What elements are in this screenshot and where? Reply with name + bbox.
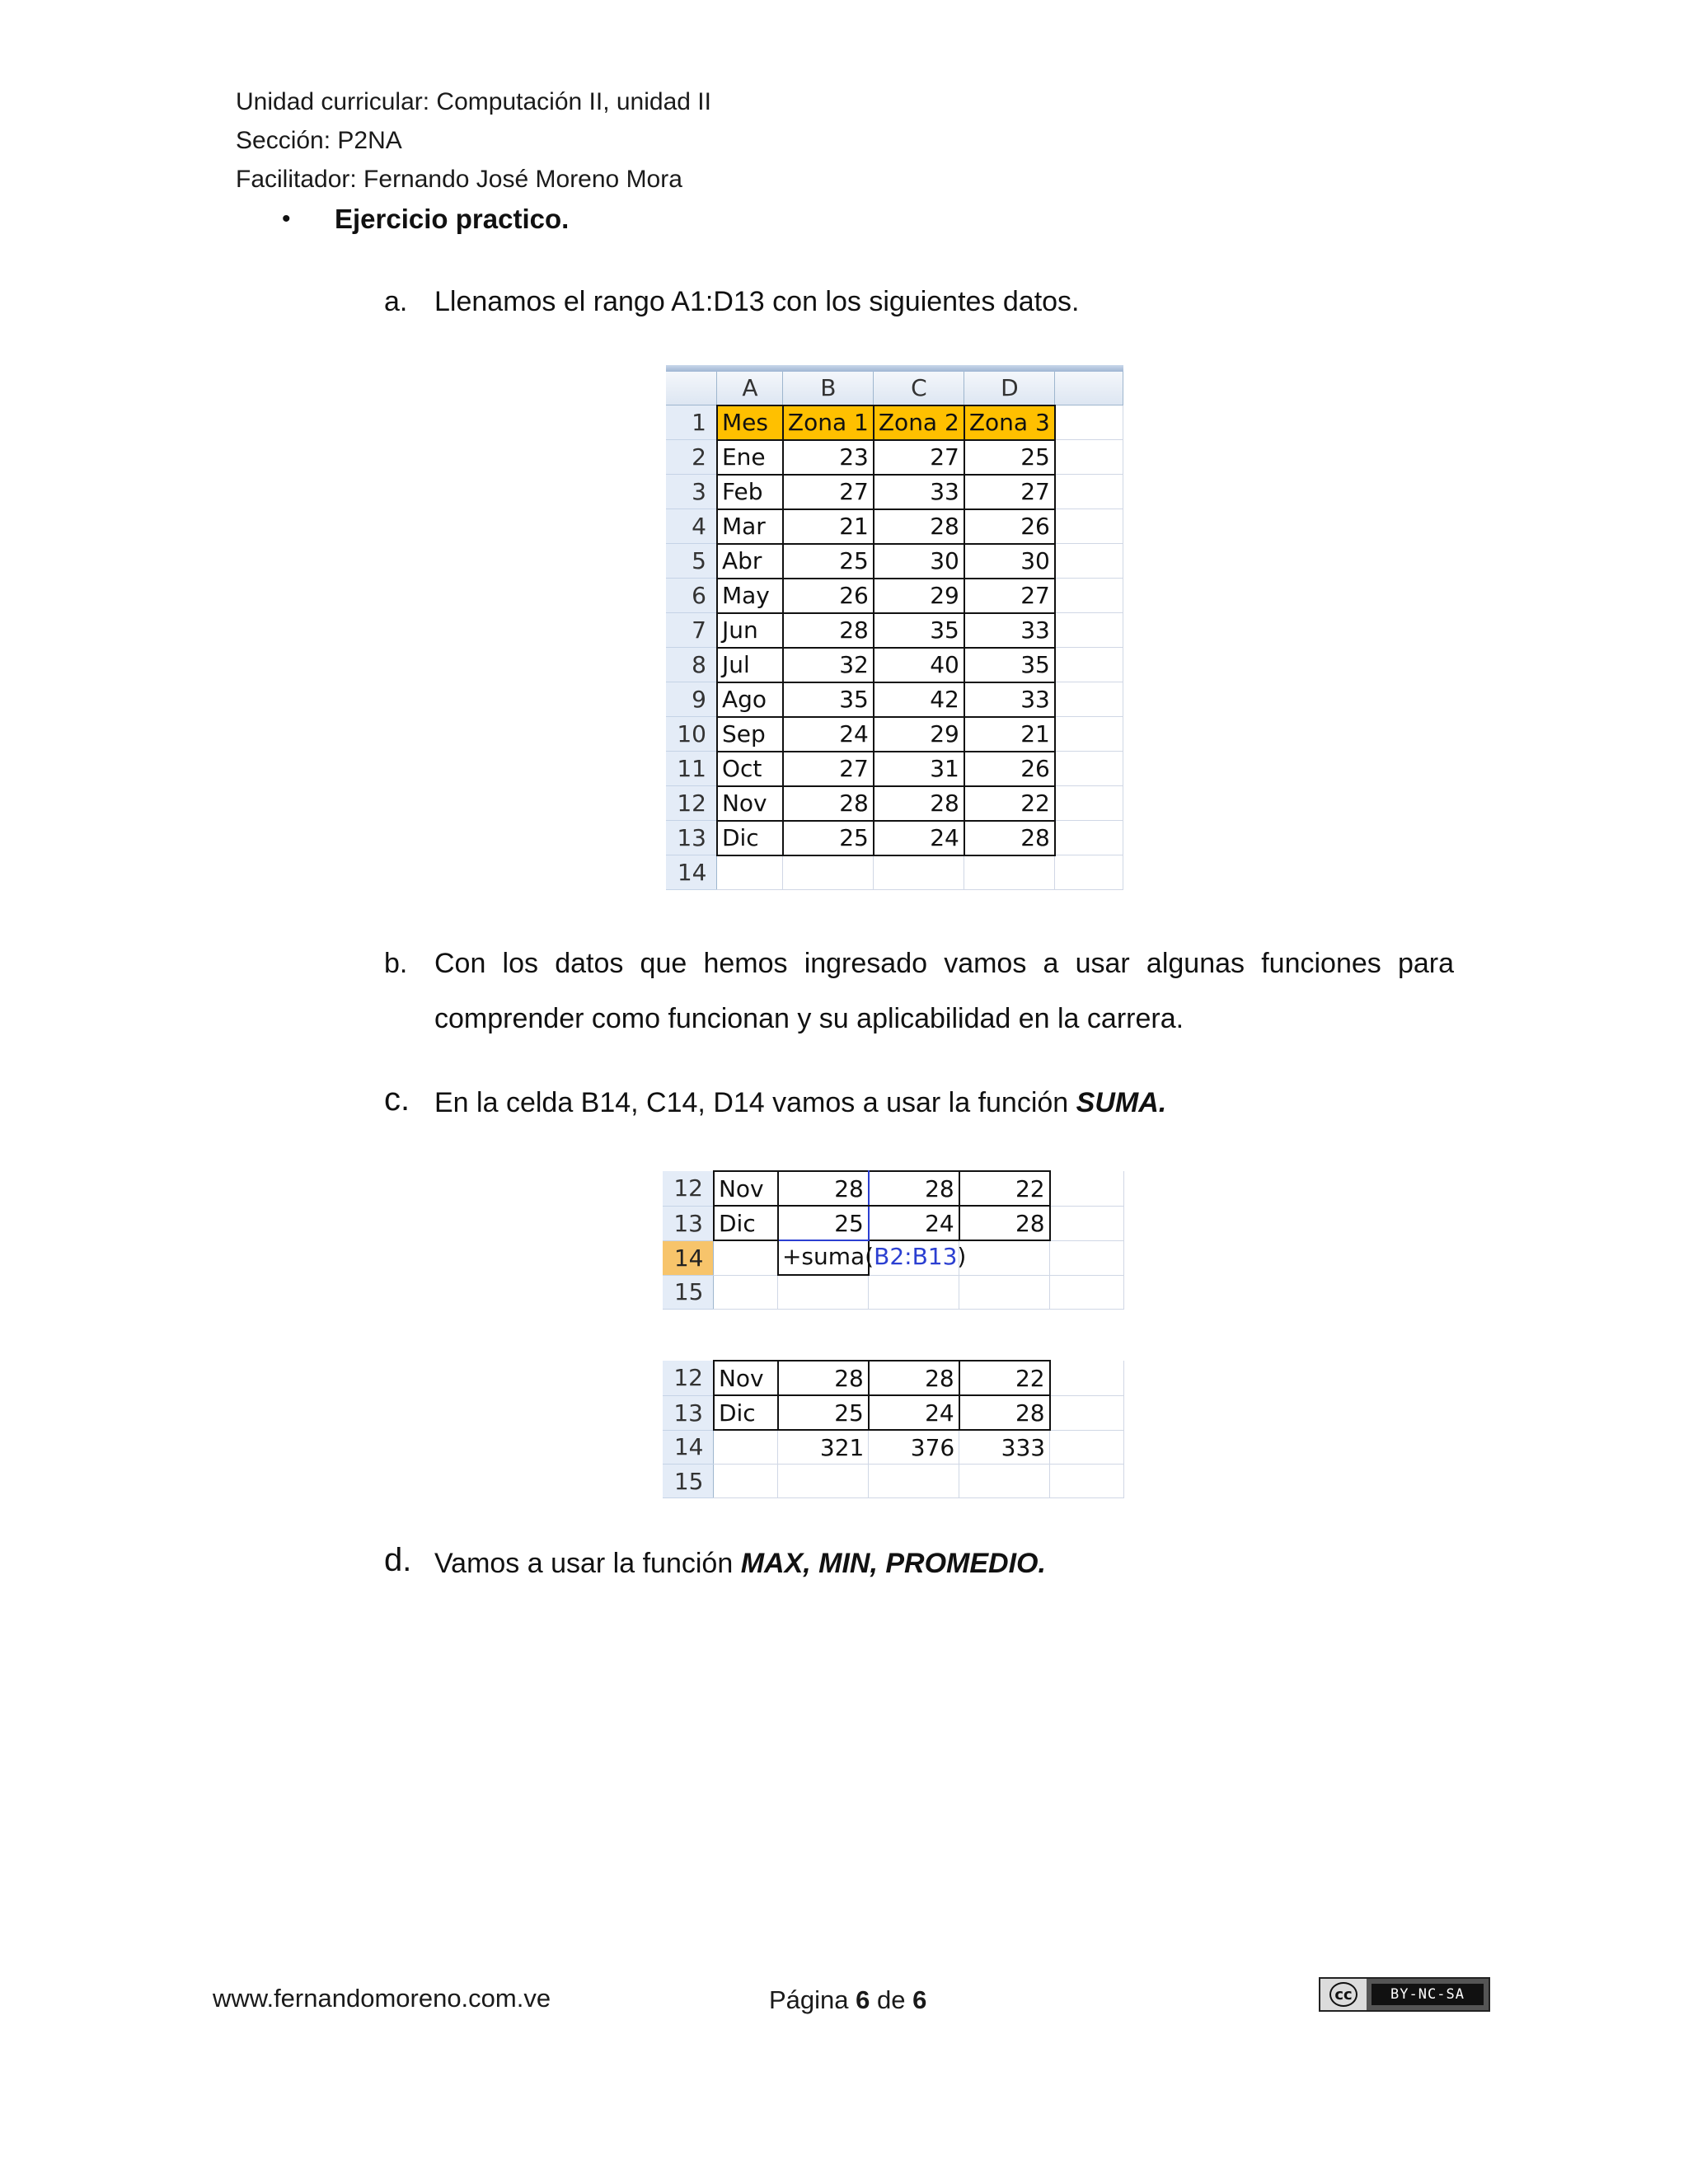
value-cell: 26	[964, 509, 1055, 544]
header-facilitator: Facilitador: Fernando José Moreno Mora	[236, 166, 682, 193]
month-cell: Dic	[717, 821, 783, 855]
item-b-text-line2: comprender como funcionan y su aplicabilidad en la carrera.	[434, 1003, 1184, 1034]
row-header: 14	[666, 855, 717, 890]
empty-cell	[1055, 405, 1123, 440]
empty-cell	[1050, 1171, 1124, 1206]
value-cell: 23	[783, 440, 874, 475]
row-header: 12	[663, 1361, 714, 1395]
row-header: 8	[666, 648, 717, 682]
cc-logo-text: cc	[1329, 1982, 1357, 2007]
row-header: 3	[666, 475, 717, 509]
footer-page-number	[769, 1985, 926, 2015]
value-cell: 35	[874, 613, 964, 648]
empty-cell	[874, 855, 964, 890]
empty-cell	[1055, 544, 1123, 579]
row-header: 6	[666, 579, 717, 613]
table-row	[663, 1206, 1124, 1240]
row-header: 15	[663, 1465, 714, 1498]
bullet-icon: •	[282, 205, 291, 232]
value-cell: 28	[869, 1171, 959, 1206]
empty-cell	[959, 1240, 1050, 1275]
value-cell: 35	[964, 648, 1055, 682]
item-d-text	[434, 1547, 1046, 1580]
header-section: Sección: P2NA	[236, 127, 402, 154]
empty-cell	[1050, 1275, 1124, 1310]
sum-cell: 333	[959, 1430, 1050, 1465]
value-cell: 26	[964, 752, 1055, 786]
sheet-corner	[666, 372, 717, 405]
row-header: 10	[666, 717, 717, 752]
empty-cell	[783, 855, 874, 890]
item-c-function: SUMA.	[1076, 1087, 1167, 1118]
spreadsheet-table	[666, 372, 1123, 890]
value-cell: 21	[964, 717, 1055, 752]
row-header: 12	[666, 786, 717, 821]
empty-cell	[959, 1465, 1050, 1498]
empty-cell	[714, 1430, 778, 1465]
month-cell: Jul	[717, 648, 783, 682]
table-row	[663, 1361, 1124, 1395]
header-cell: Zona 2	[874, 405, 964, 440]
table-row	[663, 1240, 1124, 1275]
row-header: 5	[666, 544, 717, 579]
empty-cell	[1050, 1430, 1124, 1465]
value-cell: 31	[874, 752, 964, 786]
value-cell: 22	[959, 1171, 1050, 1206]
row-header: 14	[663, 1430, 714, 1465]
empty-cell	[869, 1465, 959, 1498]
value-cell: 25	[964, 440, 1055, 475]
row-header: 2	[666, 440, 717, 475]
value-cell: 28	[959, 1395, 1050, 1430]
table-row	[666, 579, 1123, 613]
row-header: 13	[663, 1206, 714, 1240]
item-a-letter: a.	[384, 286, 408, 317]
header-course: Unidad curricular: Computación II, unidad II	[236, 88, 711, 115]
value-cell: 27	[874, 440, 964, 475]
value-cell: 28	[874, 509, 964, 544]
formula-text	[782, 1243, 966, 1270]
value-cell: 42	[874, 682, 964, 717]
empty-cell	[1055, 440, 1123, 475]
table-row	[663, 1430, 1124, 1465]
table-row	[666, 821, 1123, 855]
row-header-active: 14	[663, 1240, 714, 1275]
value-cell: 35	[783, 682, 874, 717]
empty-cell	[1055, 855, 1123, 890]
month-cell: Nov	[717, 786, 783, 821]
item-d-body: Vamos a usar la función	[434, 1548, 741, 1579]
spreadsheet-table	[663, 1170, 1124, 1310]
empty-cell	[714, 1465, 778, 1498]
column-header-empty	[1055, 372, 1123, 405]
empty-cell	[1055, 475, 1123, 509]
header-cell: Mes	[717, 405, 783, 440]
month-cell: Mar	[717, 509, 783, 544]
value-cell: 27	[783, 752, 874, 786]
empty-cell	[1050, 1395, 1124, 1430]
value-cell: 33	[964, 682, 1055, 717]
item-c-text	[434, 1086, 1166, 1119]
header-cell: Zona 3	[964, 405, 1055, 440]
column-header: C	[874, 372, 964, 405]
empty-cell	[1055, 509, 1123, 544]
empty-cell	[714, 1240, 778, 1275]
table-row	[666, 717, 1123, 752]
of-word: de	[877, 1985, 906, 2014]
value-cell: 24	[874, 821, 964, 855]
item-d-letter: d.	[384, 1542, 412, 1578]
table-row	[666, 648, 1123, 682]
month-cell: Abr	[717, 544, 783, 579]
value-cell: 24	[869, 1206, 959, 1240]
row-header: 4	[666, 509, 717, 544]
value-cell: 29	[874, 717, 964, 752]
empty-cell	[1055, 579, 1123, 613]
empty-cell	[778, 1275, 869, 1310]
table-row	[666, 613, 1123, 648]
value-cell: 24	[783, 717, 874, 752]
value-cell: 27	[964, 579, 1055, 613]
row-header: 9	[666, 682, 717, 717]
row-header: 7	[666, 613, 717, 648]
active-cell-b14[interactable]	[778, 1240, 967, 1275]
value-cell: 25	[778, 1206, 869, 1240]
item-b-text-line1: Con los datos que hemos ingresado vamos a usar algunas funciones para	[434, 948, 1454, 979]
column-header: B	[783, 372, 874, 405]
value-cell: 22	[959, 1361, 1050, 1395]
item-a-text: Llenamos el rango A1:D13 con los siguientes datos.	[434, 286, 1080, 317]
row-header: 12	[663, 1171, 714, 1206]
value-cell: 33	[874, 475, 964, 509]
value-cell: 28	[783, 786, 874, 821]
month-cell: Nov	[714, 1171, 778, 1206]
table-row	[666, 440, 1123, 475]
table-row	[666, 752, 1123, 786]
value-cell: 25	[778, 1395, 869, 1430]
month-cell: Dic	[714, 1395, 778, 1430]
value-cell: 28	[783, 613, 874, 648]
month-cell: Jun	[717, 613, 783, 648]
table-row	[663, 1171, 1124, 1206]
column-header: A	[717, 372, 783, 405]
value-cell: 25	[783, 821, 874, 855]
value-cell: 25	[783, 544, 874, 579]
empty-cell	[1055, 682, 1123, 717]
empty-cell	[1050, 1361, 1124, 1395]
formula-range: B2:B13	[874, 1243, 958, 1270]
value-cell: 22	[964, 786, 1055, 821]
month-cell: Oct	[717, 752, 783, 786]
month-cell: May	[717, 579, 783, 613]
table-row	[666, 544, 1123, 579]
spreadsheet-data-range	[666, 365, 1123, 890]
table-row	[666, 509, 1123, 544]
item-c-letter: c.	[384, 1081, 410, 1118]
spreadsheet-formula-entry	[663, 1170, 1124, 1310]
spreadsheet-table	[663, 1360, 1124, 1498]
empty-cell	[1050, 1465, 1124, 1498]
sum-cell: 321	[778, 1430, 869, 1465]
row-header: 1	[666, 405, 717, 440]
empty-cell	[1050, 1240, 1124, 1275]
footer-website-link[interactable]: www.fernandomoreno.com.ve	[213, 1984, 551, 2013]
empty-cell	[964, 855, 1055, 890]
cc-license-badge[interactable]	[1319, 1977, 1490, 2012]
value-cell: 28	[964, 821, 1055, 855]
item-c-body: En la celda B14, C14, D14 vamos a usar la función	[434, 1087, 1076, 1118]
value-cell: 26	[783, 579, 874, 613]
page-total: 6	[912, 1985, 927, 2014]
header-cell: Zona 1	[783, 405, 874, 440]
sheet-top-border	[666, 365, 1123, 372]
row-header: 13	[666, 821, 717, 855]
value-cell: 28	[874, 786, 964, 821]
table-row	[666, 475, 1123, 509]
table-row	[663, 1395, 1124, 1430]
month-cell: Feb	[717, 475, 783, 509]
value-cell: 28	[959, 1206, 1050, 1240]
value-cell: 24	[869, 1395, 959, 1430]
sum-cell: 376	[869, 1430, 959, 1465]
empty-cell	[1055, 613, 1123, 648]
formula-close: )	[957, 1243, 967, 1270]
empty-cell	[1055, 717, 1123, 752]
month-cell: Ene	[717, 440, 783, 475]
empty-cell	[1050, 1206, 1124, 1240]
table-row	[666, 682, 1123, 717]
license-label: BY-NC-SA	[1372, 1984, 1484, 2005]
empty-cell	[1055, 786, 1123, 821]
item-d-functions: MAX, MIN, PROMEDIO.	[740, 1548, 1046, 1579]
spreadsheet-sum-result	[663, 1360, 1124, 1498]
empty-cell	[778, 1465, 869, 1498]
value-cell: 30	[874, 544, 964, 579]
value-cell: 28	[778, 1361, 869, 1395]
value-cell: 30	[964, 544, 1055, 579]
value-cell: 28	[778, 1171, 869, 1206]
item-b-letter: b.	[384, 948, 408, 979]
month-cell: Sep	[717, 717, 783, 752]
value-cell: 32	[783, 648, 874, 682]
section-title: Ejercicio practico.	[335, 204, 570, 234]
value-cell: 28	[869, 1361, 959, 1395]
row-header: 13	[663, 1395, 714, 1430]
value-cell: 27	[964, 475, 1055, 509]
row-header: 15	[663, 1275, 714, 1310]
row-header: 11	[666, 752, 717, 786]
page-current: 6	[856, 1985, 870, 2014]
empty-cell	[1055, 821, 1123, 855]
empty-cell	[869, 1275, 959, 1310]
cc-icon	[1320, 1979, 1367, 2010]
empty-cell	[1055, 648, 1123, 682]
value-cell: 21	[783, 509, 874, 544]
table-row	[666, 786, 1123, 821]
empty-cell	[714, 1275, 778, 1310]
empty-cell	[1055, 752, 1123, 786]
formula-function: +suma(	[781, 1243, 874, 1270]
empty-cell	[717, 855, 783, 890]
value-cell: 40	[874, 648, 964, 682]
value-cell: 29	[874, 579, 964, 613]
page-word: Página	[769, 1985, 849, 2014]
value-cell: 33	[964, 613, 1055, 648]
month-cell: Dic	[714, 1206, 778, 1240]
column-header: D	[964, 372, 1055, 405]
month-cell: Ago	[717, 682, 783, 717]
month-cell: Nov	[714, 1361, 778, 1395]
empty-cell	[959, 1275, 1050, 1310]
value-cell: 27	[783, 475, 874, 509]
